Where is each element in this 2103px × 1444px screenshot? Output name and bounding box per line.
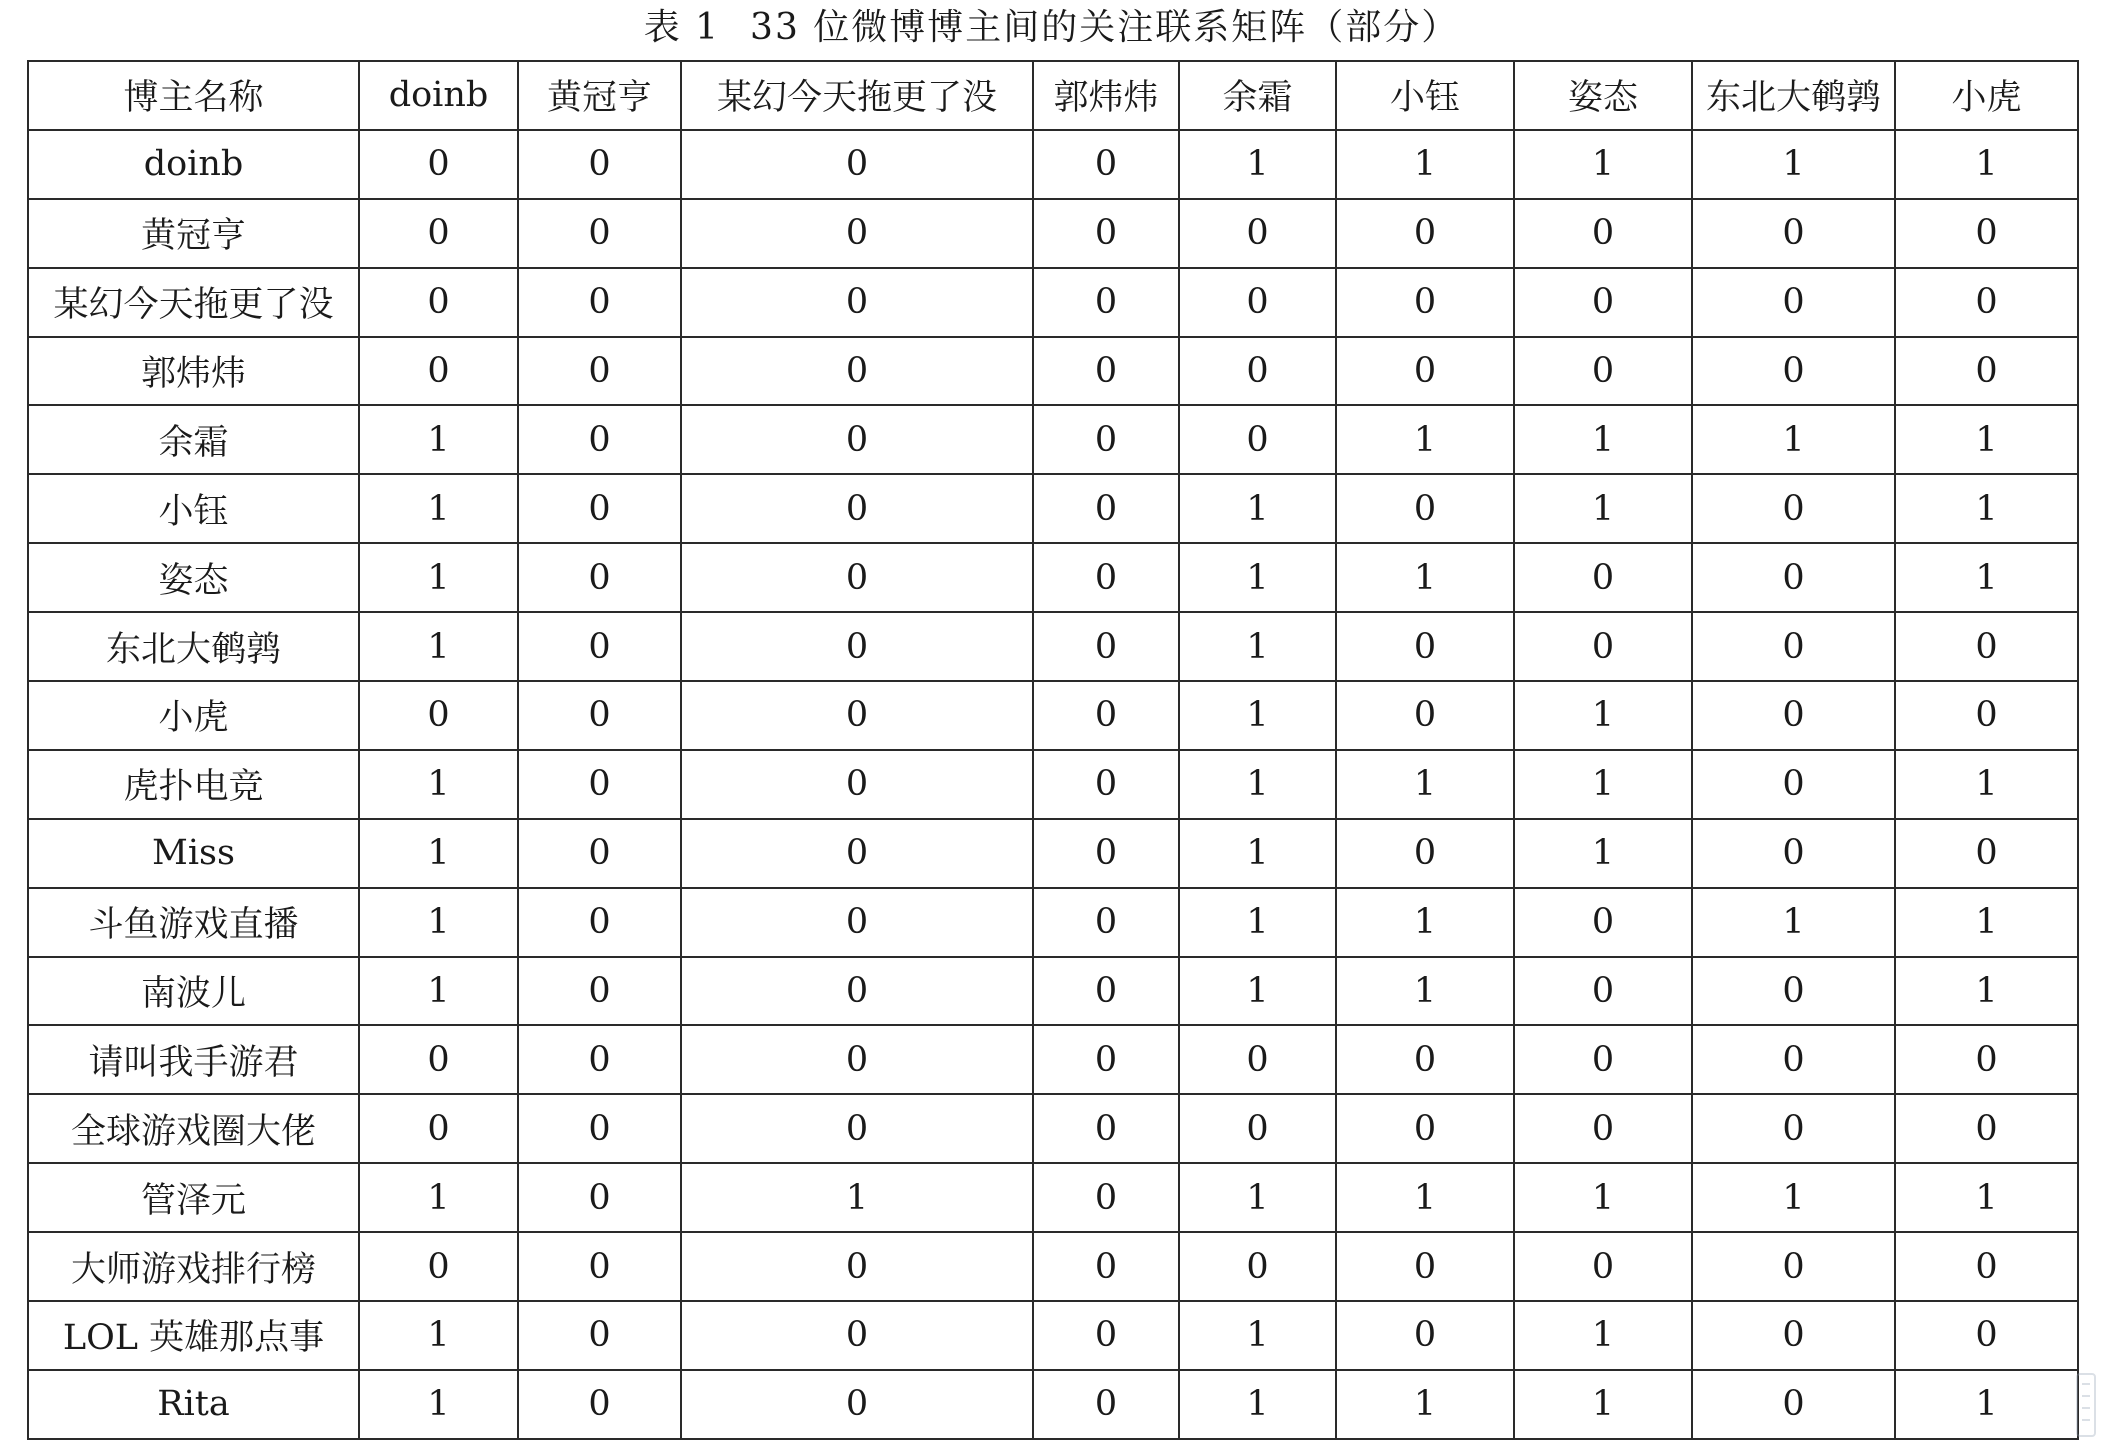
matrix-cell: 0 [1179,268,1336,337]
matrix-cell: 0 [1179,1094,1336,1163]
matrix-cell: 1 [1895,474,2078,543]
matrix-cell: 0 [1336,337,1514,406]
matrix-cell: 1 [1336,750,1514,819]
matrix-cell: 1 [1336,405,1514,474]
matrix-cell: 0 [1692,474,1895,543]
matrix-cell: 1 [1692,1163,1895,1232]
column-header: 黄冠亨 [518,61,681,130]
matrix-cell: 0 [1895,819,2078,888]
matrix-cell: 0 [1692,1025,1895,1094]
column-header: 余霜 [1179,61,1336,130]
matrix-cell: 0 [1336,268,1514,337]
matrix-cell: 0 [1179,1025,1336,1094]
column-header: 东北大鹌鹑 [1692,61,1895,130]
matrix-cell: 1 [1179,612,1336,681]
matrix-cell: 0 [1033,337,1179,406]
matrix-cell: 0 [1514,1232,1692,1301]
matrix-cell: 0 [1179,199,1336,268]
matrix-cell: 0 [518,405,681,474]
blogger-name-cell: 小钰 [28,474,359,543]
matrix-cell: 0 [681,130,1033,199]
blogger-name-cell: Miss [28,819,359,888]
matrix-cell: 1 [1514,405,1692,474]
matrix-cell: 1 [359,474,518,543]
matrix-cell: 1 [359,750,518,819]
matrix-cell: 0 [1692,957,1895,1026]
matrix-cell: 1 [1692,130,1895,199]
matrix-cell: 0 [1033,1163,1179,1232]
matrix-cell: 0 [1336,819,1514,888]
blogger-name-cell: 黄冠亨 [28,199,359,268]
matrix-cell: 0 [1033,474,1179,543]
matrix-cell: 0 [518,1301,681,1370]
watermark-icon [2073,1370,2099,1440]
matrix-cell: 0 [1033,957,1179,1026]
matrix-body [28,130,2078,1439]
matrix-cell: 1 [1514,1163,1692,1232]
matrix-cell: 1 [1514,681,1692,750]
matrix-cell: 0 [681,957,1033,1026]
blogger-name-cell: 虎扑电竞 [28,750,359,819]
matrix-cell: 0 [1033,819,1179,888]
matrix-cell: 0 [359,1025,518,1094]
matrix-cell: 1 [1514,1370,1692,1439]
matrix-cell: 0 [1895,1025,2078,1094]
matrix-cell: 0 [681,612,1033,681]
matrix-cell: 0 [681,543,1033,612]
matrix-cell: 0 [1692,819,1895,888]
matrix-cell: 1 [1895,543,2078,612]
table-row [28,1025,2078,1094]
matrix-cell: 1 [1336,888,1514,957]
table-row [28,405,2078,474]
matrix-cell: 0 [1895,1232,2078,1301]
blogger-name-cell: LOL 英雄那点事 [28,1301,359,1370]
blogger-name-cell: 姿态 [28,543,359,612]
matrix-cell: 0 [518,130,681,199]
table-row [28,1094,2078,1163]
matrix-cell: 0 [681,199,1033,268]
matrix-cell: 0 [681,337,1033,406]
matrix-cell: 0 [1692,199,1895,268]
matrix-cell: 0 [359,681,518,750]
matrix-cell: 1 [359,1163,518,1232]
matrix-cell: 0 [1692,543,1895,612]
matrix-cell: 1 [359,957,518,1026]
table-row [28,1370,2078,1439]
matrix-cell: 1 [1336,957,1514,1026]
matrix-cell: 0 [1514,1025,1692,1094]
header-row [28,61,2078,130]
matrix-cell: 1 [359,819,518,888]
column-header: 小虎 [1895,61,2078,130]
matrix-cell: 0 [1033,750,1179,819]
matrix-cell: 0 [1336,474,1514,543]
matrix-cell: 0 [1336,199,1514,268]
matrix-cell: 0 [518,474,681,543]
matrix-cell: 0 [1336,1301,1514,1370]
matrix-cell: 1 [359,1301,518,1370]
matrix-cell: 0 [681,888,1033,957]
matrix-cell: 1 [359,1370,518,1439]
matrix-cell: 0 [1692,612,1895,681]
matrix-cell: 1 [1179,474,1336,543]
matrix-cell: 0 [359,130,518,199]
matrix-cell: 0 [681,1370,1033,1439]
matrix-cell: 1 [359,543,518,612]
matrix-cell: 0 [1033,543,1179,612]
matrix-cell: 1 [1179,957,1336,1026]
matrix-cell: 0 [1692,1232,1895,1301]
matrix-cell: 1 [1514,130,1692,199]
matrix-cell: 0 [518,268,681,337]
matrix-cell: 0 [1514,199,1692,268]
matrix-cell: 0 [1033,1025,1179,1094]
matrix-cell: 1 [1179,130,1336,199]
matrix-cell: 1 [1692,888,1895,957]
table-row [28,268,2078,337]
matrix-cell: 0 [1514,337,1692,406]
blogger-name-cell: 东北大鹌鹑 [28,612,359,681]
table-title: 33 位微博博主间的关注联系矩阵（部分） [750,7,1460,48]
matrix-cell: 1 [1895,405,2078,474]
matrix-cell: 0 [1033,405,1179,474]
blogger-name-cell: 全球游戏圈大佬 [28,1094,359,1163]
column-header: 姿态 [1514,61,1692,130]
matrix-cell: 0 [518,1094,681,1163]
matrix-cell: 0 [1895,199,2078,268]
matrix-cell: 1 [359,405,518,474]
matrix-cell: 0 [1336,1232,1514,1301]
matrix-cell: 0 [518,1025,681,1094]
matrix-cell: 0 [1514,612,1692,681]
matrix-cell: 1 [1179,888,1336,957]
matrix-cell: 0 [681,681,1033,750]
matrix-cell: 0 [681,474,1033,543]
matrix-cell: 0 [1336,681,1514,750]
blogger-name-cell: 南波儿 [28,957,359,1026]
table-row [28,1163,2078,1232]
matrix-cell: 0 [1033,1094,1179,1163]
matrix-cell: 0 [359,337,518,406]
matrix-cell: 0 [1033,130,1179,199]
matrix-cell: 0 [518,1370,681,1439]
matrix-cell: 1 [1895,130,2078,199]
blogger-name-cell: 郭炜炜 [28,337,359,406]
matrix-cell: 0 [1692,1094,1895,1163]
table-row [28,612,2078,681]
column-header: doinb [359,61,518,130]
matrix-cell: 1 [359,888,518,957]
table-row [28,888,2078,957]
matrix-cell: 0 [518,750,681,819]
matrix-cell: 0 [518,1232,681,1301]
matrix-cell: 0 [1033,1370,1179,1439]
table-row [28,819,2078,888]
matrix-cell: 0 [518,612,681,681]
matrix-cell: 0 [1179,405,1336,474]
matrix-cell: 0 [1033,612,1179,681]
matrix-cell: 0 [681,268,1033,337]
matrix-cell: 0 [1895,1301,2078,1370]
matrix-cell: 0 [1895,268,2078,337]
matrix-cell: 0 [1692,1301,1895,1370]
blogger-name-cell: doinb [28,130,359,199]
matrix-cell: 0 [1033,681,1179,750]
blogger-name-cell: 小虎 [28,681,359,750]
matrix-cell: 0 [518,199,681,268]
matrix-cell: 0 [681,819,1033,888]
matrix-cell: 0 [681,405,1033,474]
column-header: 博主名称 [28,61,359,130]
blogger-name-cell: 请叫我手游君 [28,1025,359,1094]
table-row [28,474,2078,543]
matrix-cell: 0 [1033,199,1179,268]
matrix-cell: 0 [1514,268,1692,337]
matrix-cell: 1 [359,612,518,681]
matrix-cell: 0 [518,1163,681,1232]
matrix-cell: 0 [359,1232,518,1301]
matrix-cell: 0 [681,750,1033,819]
matrix-cell: 0 [518,819,681,888]
matrix-cell: 0 [1033,888,1179,957]
matrix-cell: 0 [681,1094,1033,1163]
matrix-cell: 1 [1179,1163,1336,1232]
matrix-cell: 0 [1336,1025,1514,1094]
matrix-cell: 1 [1179,1370,1336,1439]
matrix-cell: 0 [1895,337,2078,406]
matrix-cell: 1 [1895,888,2078,957]
table-number: 表 1 [643,7,721,48]
matrix-cell: 0 [1336,1094,1514,1163]
table-row [28,1232,2078,1301]
matrix-cell: 0 [518,681,681,750]
matrix-cell: 0 [359,1094,518,1163]
matrix-cell: 0 [1514,888,1692,957]
table-row [28,337,2078,406]
matrix-cell: 0 [681,1301,1033,1370]
table-row [28,543,2078,612]
table-caption [0,4,2103,52]
matrix-cell: 1 [681,1163,1033,1232]
matrix-cell: 0 [1895,612,2078,681]
matrix-cell: 1 [1895,750,2078,819]
blogger-name-cell: 余霜 [28,405,359,474]
matrix-cell: 0 [1033,1301,1179,1370]
matrix-cell: 1 [1336,1370,1514,1439]
matrix-cell: 0 [518,543,681,612]
matrix-cell: 0 [681,1232,1033,1301]
matrix-cell: 0 [1179,337,1336,406]
matrix-cell: 0 [1692,337,1895,406]
matrix-cell: 0 [1514,1094,1692,1163]
blogger-name-cell: Rita [28,1370,359,1439]
follow-matrix-table [27,60,2079,1440]
table-row [28,199,2078,268]
matrix-cell: 1 [1336,130,1514,199]
matrix-cell: 1 [1336,1163,1514,1232]
matrix-cell: 1 [1514,474,1692,543]
blogger-name-cell: 大师游戏排行榜 [28,1232,359,1301]
blogger-name-cell: 管泽元 [28,1163,359,1232]
matrix-cell: 1 [1514,1301,1692,1370]
matrix-cell: 0 [1692,681,1895,750]
matrix-cell: 0 [1179,1232,1336,1301]
table-row [28,1301,2078,1370]
matrix-cell: 0 [1692,1370,1895,1439]
blogger-name-cell: 某幻今天拖更了没 [28,268,359,337]
matrix-cell: 0 [1033,1232,1179,1301]
blogger-name-cell: 斗鱼游戏直播 [28,888,359,957]
matrix-cell: 1 [1895,1370,2078,1439]
column-header: 郭炜炜 [1033,61,1179,130]
matrix-cell: 0 [1692,268,1895,337]
table-row [28,957,2078,1026]
matrix-cell: 0 [518,337,681,406]
matrix-cell: 0 [1514,543,1692,612]
matrix-cell: 1 [1895,1163,2078,1232]
matrix-cell: 1 [1179,750,1336,819]
matrix-cell: 1 [1179,819,1336,888]
matrix-cell: 0 [1033,268,1179,337]
matrix-cell: 1 [1179,1301,1336,1370]
matrix-cell: 0 [1514,957,1692,1026]
matrix-cell: 1 [1895,957,2078,1026]
column-header: 小钰 [1336,61,1514,130]
table-row [28,750,2078,819]
matrix-cell: 0 [518,888,681,957]
matrix-cell: 1 [1179,543,1336,612]
matrix-cell: 0 [1895,1094,2078,1163]
matrix-cell: 0 [1895,681,2078,750]
matrix-cell: 1 [1514,750,1692,819]
matrix-cell: 1 [1514,819,1692,888]
matrix-cell: 1 [1179,681,1336,750]
matrix-cell: 0 [1336,612,1514,681]
matrix-cell: 0 [359,199,518,268]
matrix-cell: 1 [1336,543,1514,612]
matrix-cell: 1 [1692,405,1895,474]
table-row [28,130,2078,199]
table-row [28,681,2078,750]
matrix-cell: 0 [681,1025,1033,1094]
matrix-cell: 0 [518,957,681,1026]
matrix-cell: 0 [359,268,518,337]
column-header: 某幻今天拖更了没 [681,61,1033,130]
matrix-cell: 0 [1692,750,1895,819]
